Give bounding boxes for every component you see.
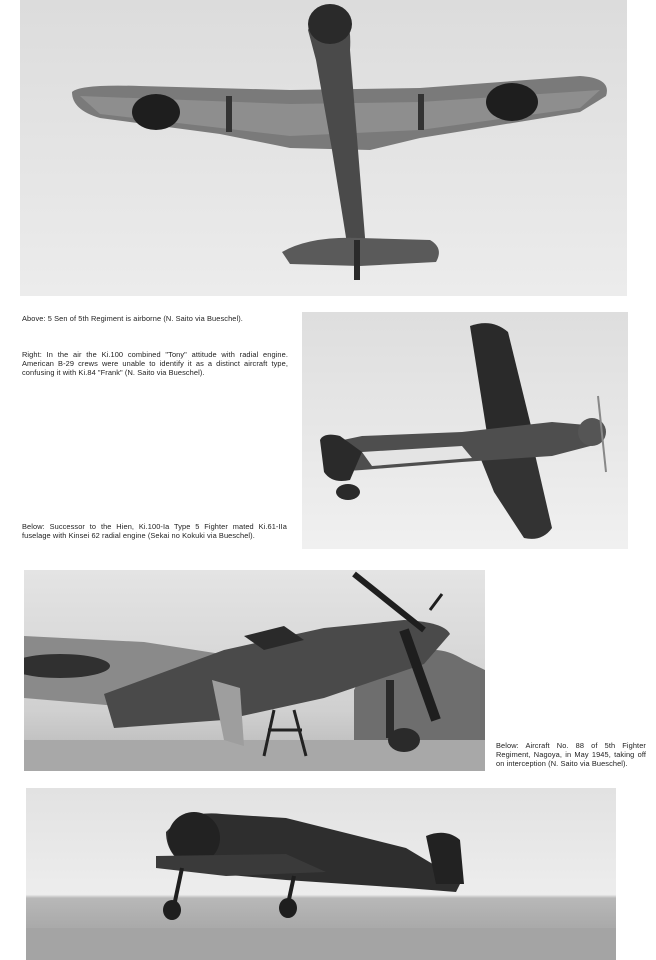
photo-aircraft-on-ground	[24, 570, 485, 771]
caption-below-2: Below: Aircraft No. 88 of 5th Fighter Regiment, Nagoya, in May 1945, taking off on interception (N. Saito via Bueschel).	[496, 741, 646, 768]
photo-aircraft-overhead	[20, 0, 627, 296]
photo-aircraft-taking-off	[26, 788, 616, 960]
caption-above: Above: 5 Sen of 5th Regiment is airborne (N. Saito via Bueschel).	[22, 314, 243, 323]
caption-below-1: Below: Successor to the Hien, Ki.100-Ia Type 5 Fighter mated Ki.61-IIa fuselage with Kinsei 62 radial engine (Sekai no Kokuki via Bueschel).	[22, 522, 287, 540]
caption-right: Right: In the air the Ki.100 combined "Tony" attitude with radial engine. American B-29 crews were unable to identify it as a distinct aircraft type, confusing it with Ki.84 "Frank" (N. Saito via Bueschel).	[22, 350, 288, 377]
photo-aircraft-in-flight	[302, 312, 628, 549]
